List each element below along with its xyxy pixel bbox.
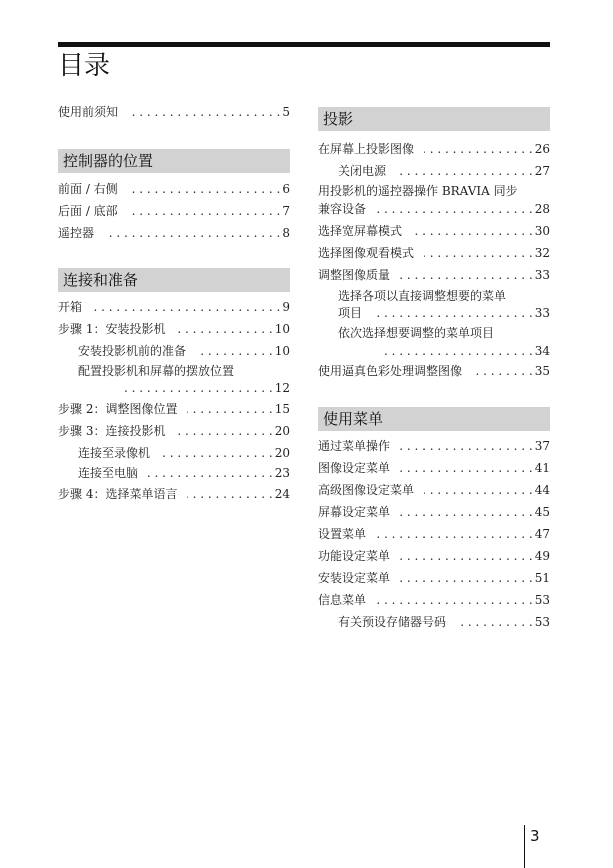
toc-left-column: [58, 0, 290, 868]
entry-label: 使用逼真色彩处理调整图像: [318, 364, 463, 378]
toc-entry[interactable]: [58, 422, 290, 440]
entry-page: 8: [282, 226, 290, 240]
entry-page: 34: [534, 344, 550, 358]
entry-page: 10: [274, 344, 290, 358]
entry-page: 30: [534, 224, 550, 238]
toc-subentry-line2[interactable]: [384, 342, 550, 360]
leader-dots: [396, 162, 533, 180]
entry-label: 步骤 3：连接投影机: [58, 424, 166, 438]
toc-entry-intro[interactable]: [58, 103, 290, 121]
toc-right-column: [318, 0, 550, 868]
entry-page: 47: [534, 527, 550, 541]
leader-dots: [400, 503, 533, 521]
folio-rule: [524, 825, 525, 868]
entry-page: 44: [534, 483, 550, 497]
leader-dots: [148, 464, 273, 482]
toc-entry[interactable]: [58, 320, 290, 338]
toc-entry[interactable]: [318, 591, 550, 609]
leader-dots: [400, 459, 533, 477]
entry-page: 53: [534, 593, 550, 607]
leader-dots: [424, 140, 533, 158]
entry-page: 15: [274, 402, 290, 416]
entry-label: 前面 / 右侧: [58, 182, 118, 196]
toc-entry[interactable]: [58, 180, 290, 198]
leader-dots: [472, 362, 533, 380]
entry-label: 安装投影机前的准备: [78, 344, 187, 358]
entry-page: 20: [274, 424, 290, 438]
leader-dots: [400, 569, 533, 587]
toc-entry-line1[interactable]: [318, 182, 550, 200]
entry-label: 项目: [338, 306, 363, 320]
leader-dots: [372, 304, 533, 322]
toc-entry[interactable]: [318, 503, 550, 521]
entry-page: 24: [274, 487, 290, 501]
leader-dots: [160, 444, 273, 462]
toc-subentry[interactable]: [338, 613, 550, 631]
leader-dots: [400, 266, 533, 284]
entry-page: 6: [282, 182, 290, 196]
leader-dots: [175, 320, 272, 338]
toc-subentry-line1[interactable]: [338, 287, 550, 305]
entry-page: 35: [534, 364, 550, 378]
entry-label: 安装设定菜单: [318, 571, 391, 585]
toc-entry[interactable]: [318, 437, 550, 455]
toc-subentry[interactable]: [78, 342, 290, 360]
entry-label: 屏幕设定菜单: [318, 505, 391, 519]
entry-label: 开箱: [58, 300, 83, 314]
entry-page: 37: [534, 439, 550, 453]
toc-subentry[interactable]: [78, 464, 290, 482]
entry-label: 信息菜单: [318, 593, 367, 607]
leader-dots: [456, 613, 533, 631]
leader-dots: [424, 481, 533, 499]
toc-entry[interactable]: [58, 400, 290, 418]
entry-page: 49: [534, 549, 550, 563]
entry-label: 选择图像观看模式: [318, 246, 415, 260]
leader-dots: [175, 422, 272, 440]
toc-entry[interactable]: [58, 202, 290, 220]
toc-subentry-line1[interactable]: [338, 324, 550, 342]
toc-entry[interactable]: [318, 481, 550, 499]
leader-dots: [384, 342, 533, 360]
entry-label: 关闭电源: [338, 164, 387, 178]
leader-dots: [104, 224, 280, 242]
entry-page: 32: [534, 246, 550, 260]
entry-label: 步骤 4：选择菜单语言: [58, 487, 178, 501]
section-heading-projection: 投影: [318, 107, 550, 131]
entry-label: 配置投影机和屏幕的摆放位置: [78, 364, 235, 378]
section-heading-setup: 连接和准备: [58, 268, 290, 292]
toc-entry[interactable]: [318, 244, 550, 262]
entry-label: 有关预设存储器号码: [338, 615, 447, 629]
entry-label: 遥控器: [58, 226, 95, 240]
leader-dots: [376, 591, 533, 609]
entry-page: 33: [534, 268, 550, 282]
entry-label: 连接至录像机: [78, 446, 151, 460]
toc-entry[interactable]: [318, 525, 550, 543]
entry-page: 53: [534, 615, 550, 629]
leader-dots: [187, 400, 272, 418]
entry-page: 23: [274, 466, 290, 480]
toc-entry[interactable]: [318, 266, 550, 284]
leader-dots: [196, 342, 273, 360]
leader-dots: [424, 244, 533, 262]
page-number: 3: [530, 827, 540, 845]
entry-label: 依次选择想要调整的菜单项目: [338, 326, 495, 340]
entry-label: 步骤 2：调整图像位置: [58, 402, 178, 416]
entry-page: 5: [282, 105, 290, 119]
toc-entry-line2[interactable]: [318, 200, 550, 218]
entry-label: 通过菜单操作: [318, 439, 391, 453]
page-title: 目录: [58, 51, 111, 81]
toc-entry[interactable]: [318, 140, 550, 158]
toc-subentry-line2[interactable]: [124, 379, 290, 397]
entry-label: 步骤 1：安装投影机: [58, 322, 166, 336]
entry-label: 使用前须知: [58, 105, 119, 119]
entry-label: 设置菜单: [318, 527, 367, 541]
entry-label: 在屏幕上投影图像: [318, 142, 415, 156]
entry-page: 12: [274, 381, 290, 395]
section-heading-menus: 使用菜单: [318, 407, 550, 431]
toc-entry[interactable]: [318, 569, 550, 587]
entry-label: 选择宽屏幕模式: [318, 224, 403, 238]
entry-page: 41: [534, 461, 550, 475]
entry-page: 27: [534, 164, 550, 178]
leader-dots: [128, 202, 281, 220]
entry-label: 兼容设备: [318, 202, 367, 216]
entry-label: 调整图像质量: [318, 268, 391, 282]
leader-dots: [128, 180, 281, 198]
toc-subentry-line2[interactable]: [338, 304, 550, 322]
leader-dots: [400, 437, 533, 455]
leader-dots: [128, 103, 280, 121]
leader-dots: [92, 298, 280, 316]
toc-entry[interactable]: [58, 298, 290, 316]
toc-entry[interactable]: [58, 485, 290, 503]
entry-label: 图像设定菜单: [318, 461, 391, 475]
toc-entry[interactable]: [318, 222, 550, 240]
leader-dots: [412, 222, 533, 240]
entry-label: 后面 / 底部: [58, 204, 118, 218]
entry-page: 28: [534, 202, 550, 216]
toc-entry[interactable]: [58, 224, 290, 242]
toc-entry[interactable]: [318, 547, 550, 565]
toc-subentry-line1[interactable]: [78, 362, 290, 380]
entry-page: 45: [534, 505, 550, 519]
toc-subentry[interactable]: [338, 162, 550, 180]
entry-page: 10: [274, 322, 290, 336]
entry-page: 33: [534, 306, 550, 320]
entry-label: 功能设定菜单: [318, 549, 391, 563]
leader-dots: [124, 379, 273, 397]
toc-entry[interactable]: [318, 459, 550, 477]
leader-dots: [400, 547, 533, 565]
entry-label: 用投影机的遥控器操作 BRAVIA 同步: [318, 184, 518, 198]
entry-label: 连接至电脑: [78, 466, 139, 480]
toc-subentry[interactable]: [78, 444, 290, 462]
entry-page: 26: [534, 142, 550, 156]
entry-label: 高级图像设定菜单: [318, 483, 415, 497]
leader-dots: [187, 485, 272, 503]
entry-label: 选择各项以直接调整想要的菜单: [338, 289, 507, 303]
leader-dots: [376, 525, 533, 543]
entry-page: 20: [274, 446, 290, 460]
leader-dots: [376, 200, 533, 218]
entry-page: 9: [282, 300, 290, 314]
entry-page: 51: [534, 571, 550, 585]
section-heading-controls: 控制器的位置: [58, 149, 290, 173]
toc-entry[interactable]: [318, 362, 550, 380]
entry-page: 7: [282, 204, 290, 218]
